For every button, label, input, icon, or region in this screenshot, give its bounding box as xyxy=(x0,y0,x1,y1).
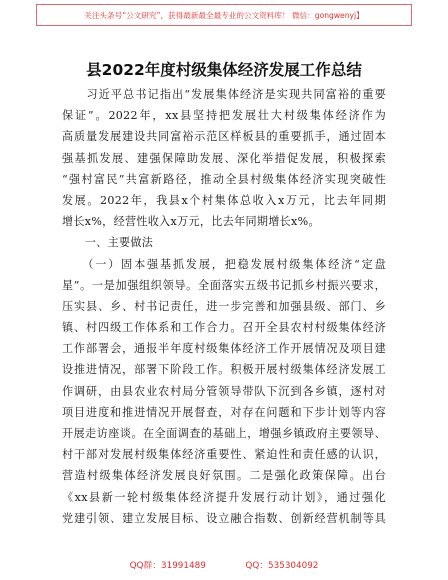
body-line: 党建引领、建立发展目标、设立融合指数、创新经营机制等具 xyxy=(62,511,386,525)
body-line: 《xx县新一轮村级集体经济提升发展行动计划》，通过强化 xyxy=(62,490,386,504)
promo-banner xyxy=(36,4,412,26)
section-heading: 一、主要做法 xyxy=(62,236,154,250)
body-line: 保证”。2022年，xx县坚持把发展壮大村级集体经济作为 xyxy=(62,109,386,123)
body-line: 高质量发展建设共同富裕示范区样板县的重要抓手，通过固本 xyxy=(62,130,386,144)
body-line: “强村富民”共富新路径，推动全县村级集体经济实现突破性 xyxy=(62,172,386,186)
footer-contact xyxy=(0,558,448,571)
body-line: 作调研，由县农业农村局分管领导带队下沉到各乡镇，逐村对 xyxy=(62,384,386,398)
promo-banner-text: 关注头条号“公文研究”，获得最新最全最专业的公文资料库！ 微信：gongwenyj】 xyxy=(84,10,364,20)
body-line: 习近平总书记指出“发展集体经济是实现共同富裕的重要 xyxy=(62,88,386,101)
body-line: 开展走访座谈。在全面调查的基础上，增强乡镇政府主要领导、 xyxy=(62,427,386,440)
body-line: 镇、村四级工作体系和工作合力。召开全县农村村级集体经济 xyxy=(62,321,386,335)
body-line: 增长x%，经营性收入x万元，比去年同期增长x%。 xyxy=(62,215,320,229)
footer-qq: QQ：535304092 xyxy=(245,561,319,571)
document-title: 县2022年度村级集体经济发展工作总结 xyxy=(86,61,362,79)
body-line: 项目进度和推进情况开展督查，对存在问题和下步计划等内容 xyxy=(62,405,386,419)
body-line: 强基抓发展、建强保障助发展、深化举措促发展，积极探索 xyxy=(62,151,386,165)
footer-qq-group: QQ群：31991489 xyxy=(129,561,206,571)
body-line: 设推进情况，部署下阶段工作。积极开展村级集体经济发展工 xyxy=(62,363,386,377)
document-body xyxy=(62,84,386,529)
body-line: 发展。2022年，我县x个村集体总收入x万元，比去年同期 xyxy=(62,193,386,207)
body-line: 工作部署会，通报半年度村级集体经济工作开展情况及项目建 xyxy=(62,342,386,356)
body-line: 营造村级集体经济发展良好氛围。二是强化政策保障。出台 xyxy=(62,469,386,483)
body-line: （一）固本强基抓发展，把稳发展村级集体经济“定盘 xyxy=(62,257,386,271)
body-line: 星”。一是加强组织领导。全面落实五级书记抓乡村振兴要求， xyxy=(62,278,386,292)
body-line: 村干部对发展村级集体经济重要性、紧迫性和责任感的认识， xyxy=(62,448,386,462)
body-line: 压实县、乡、村书记责任，进一步完善和加强县级、部门、乡 xyxy=(62,299,386,313)
